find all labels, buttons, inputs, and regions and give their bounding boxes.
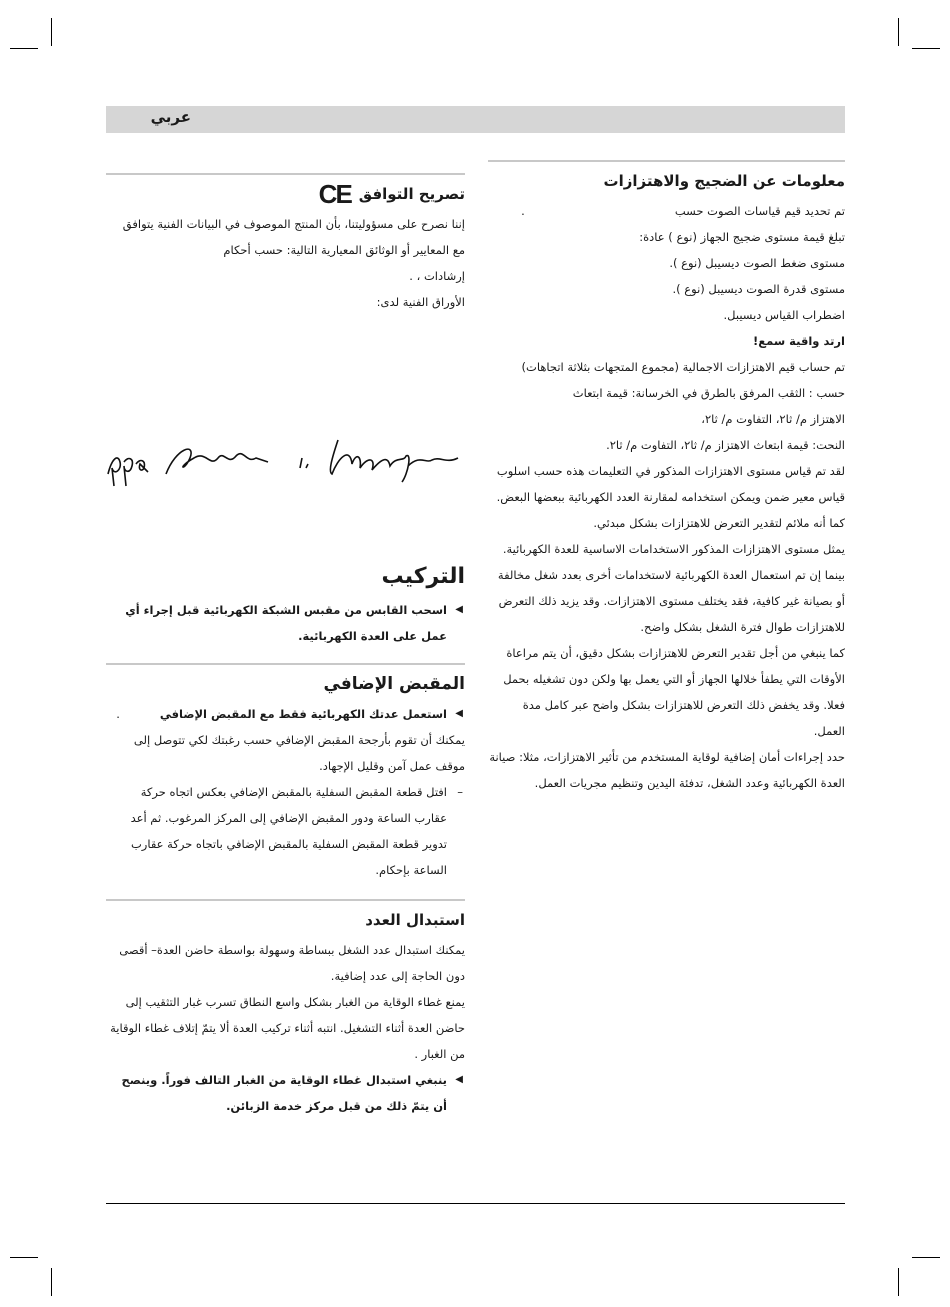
tool-change-title: استبدال العدد: [365, 911, 465, 929]
assembly-title: التركيب: [381, 564, 465, 589]
hearing-protection-warning: ارتد واقية سمع!: [753, 334, 845, 348]
crop-mark: [10, 48, 38, 49]
tool-change-paragraph-1: يمكنك استبدال عدد الشغل ببساطة وسهولة بواسطة حاضن العدة– أقصى دون الحاجة إلى عدد إضافية.: [119, 943, 465, 983]
bullet-triangle-icon: ◀: [455, 708, 463, 719]
crop-mark: [912, 1257, 940, 1258]
conformity-line-3: إرشادات ، .: [409, 269, 465, 283]
sound-power-level: مستوى قدرة الصوت ديسيبل (نوع ).: [672, 282, 845, 296]
conformity-title: تصريح التوافق: [358, 185, 465, 203]
aux-handle-title: المقبض الإضافي: [323, 674, 465, 694]
noise-levels-intro: تبلغ قيمة مستوى ضجيج الجهاز (نوع ) عادة:: [639, 230, 845, 244]
conformity-line-1: إننا نصرح على مسؤوليتنا، بأن المنتج الموصوف في البيانات الفنية يتوافق: [122, 217, 465, 231]
aux-handle-paragraph: يمكنك أن تقوم بأرجحة المقبض الإضافي حسب رغبتك لكي تتوصل إلى موقف عمل آمن وقليل الإجهاد.: [133, 733, 465, 773]
bullet-triangle-icon: ◀: [455, 604, 463, 615]
footer-rule: [106, 1203, 845, 1204]
aux-handle-bullet: ◀ استعمل عدتك الكهربائية فقط مع المقبض الإضافي.: [106, 701, 465, 727]
tool-change-bullet: ◀ ينبغي استبدال غطاء الوقاية من الغبار التالف فوراً. وينصح أن يتمّ ذلك من قبل مركز خدمة الزبائن.: [106, 1067, 465, 1119]
bullet-triangle-icon: ◀: [455, 1074, 463, 1085]
noise-title: معلومات عن الضجيج والاهتزازات: [603, 172, 845, 190]
noise-intro: تم تحديد قيم قياسات الصوت حسب.: [521, 204, 845, 218]
crop-mark: [10, 1257, 38, 1258]
noise-vibration-section: [488, 160, 845, 796]
signature-image: [106, 428, 466, 488]
vibration-paragraph-3: كما ينبغي من أجل تقدير التعرض للاهتزازات بشكل دقيق، أن يتم مراعاة الأوقات التي يطفأ خلالها الجهاز أو التي يعمل بها ولكن دون تشغيله بحمل فعلا. وقد يخفض ذلك التعرض للاهتزازات بشكل واضح عبر كامل مدة العمل.: [503, 646, 845, 738]
measurement-uncertainty: اضطراب القياس ديسيبل.: [723, 308, 845, 322]
crop-mark: [898, 1268, 899, 1296]
vibration-intro: تم حساب قيم الاهتزازات الاجمالية (مجموع المتجهات بثلاثة اتجاهات): [521, 360, 845, 374]
vibration-line-1: حسب : الثقب المرفق بالطرق في الخرسانة: قيمة ابتعاث: [572, 386, 845, 400]
section-rule: [106, 663, 465, 665]
dash-marker: –: [457, 785, 463, 799]
language-header-bar: [106, 106, 845, 133]
ce-mark-icon: CE: [318, 179, 351, 209]
technical-file-label: الأوراق الفنية لدى:: [376, 295, 465, 309]
aux-handle-step: – افتل قطعة المقبض السفلية بالمقبض الإضافي بعكس اتجاه حركة عقارب الساعة ودور المقبض الإضافي إلى المركز المرغوب. ثم أعد تدوير قطعة المقبض السفلية بالمقبض الإضافي باتجاه حركة عقارب الساعة بإحكام.: [106, 779, 465, 883]
section-rule: [106, 899, 465, 901]
left-column: [106, 173, 465, 1119]
conformity-heading: [106, 179, 465, 209]
crop-mark: [51, 1268, 52, 1296]
section-rule: [106, 173, 465, 175]
language-label: عربي: [150, 108, 191, 126]
crop-mark: [51, 18, 52, 46]
vibration-paragraph-4: حدد إجراءات أمان إضافية لوقاية المستخدم من تأثير الاهتزازات، مثلا: صيانة العدة الكهربائية وعدد الشغل، تدفئة اليدين وتنظيم مجريات العمل.: [489, 750, 845, 790]
tool-change-paragraph-2: يمنع غطاء الوقاية من الغبار بشكل واسع النطاق تسرب غبار التثقيب إلى حاضن العدة أثناء التشغيل. انتبه أثناء تركيب العدة ألا يتمّ إتلاف غطاء الوقاية من الغبار .: [110, 995, 465, 1061]
vibration-paragraph-1: لقد تم قياس مستوى الاهتزازات المذكور في التعليمات هذه حسب اسلوب قياس معير ضمن ويمكن استخدامه لمقارنة العدد الكهربائية ببعضها البعض. كما أنه ملائم لتقدير التعرض للاهتزازات بشكل مبدئي.: [496, 464, 845, 530]
crop-mark: [898, 18, 899, 46]
sound-pressure-level: مستوى ضغط الصوت ديسيبل (نوع ).: [669, 256, 845, 270]
vibration-line-2: الاهتزاز م/ ثا٢، التفاوت م/ ثا٢،: [701, 412, 845, 426]
conformity-line-2: مع المعايير أو الوثائق المعيارية التالية: حسب أحكام: [223, 243, 465, 257]
section-rule: [488, 160, 845, 162]
vibration-line-3: النحت: قيمة ابتعاث الاهتزاز م/ ثا٢، التفاوت م/ ثا٢.: [606, 438, 845, 452]
crop-mark: [912, 48, 940, 49]
assembly-bullet: ◀ اسحب القابس من مقبس الشبكة الكهربائية قبل إجراء أي عمل على العدة الكهربائية.: [106, 597, 465, 649]
vibration-paragraph-2: يمثل مستوى الاهتزازات المذكور الاستخدامات الاساسية للعدة الكهربائية. بينما إن تم استعمال العدة الكهربائية لاستخدامات أخرى بعدد شغل مخالفة أو بصيانة غير كافية، فقد يختلف مستوى الاهتزازات. وقد يزيد ذلك التعرض للاهتزازات طوال فترة الشغل بشكل واضح.: [497, 542, 845, 634]
